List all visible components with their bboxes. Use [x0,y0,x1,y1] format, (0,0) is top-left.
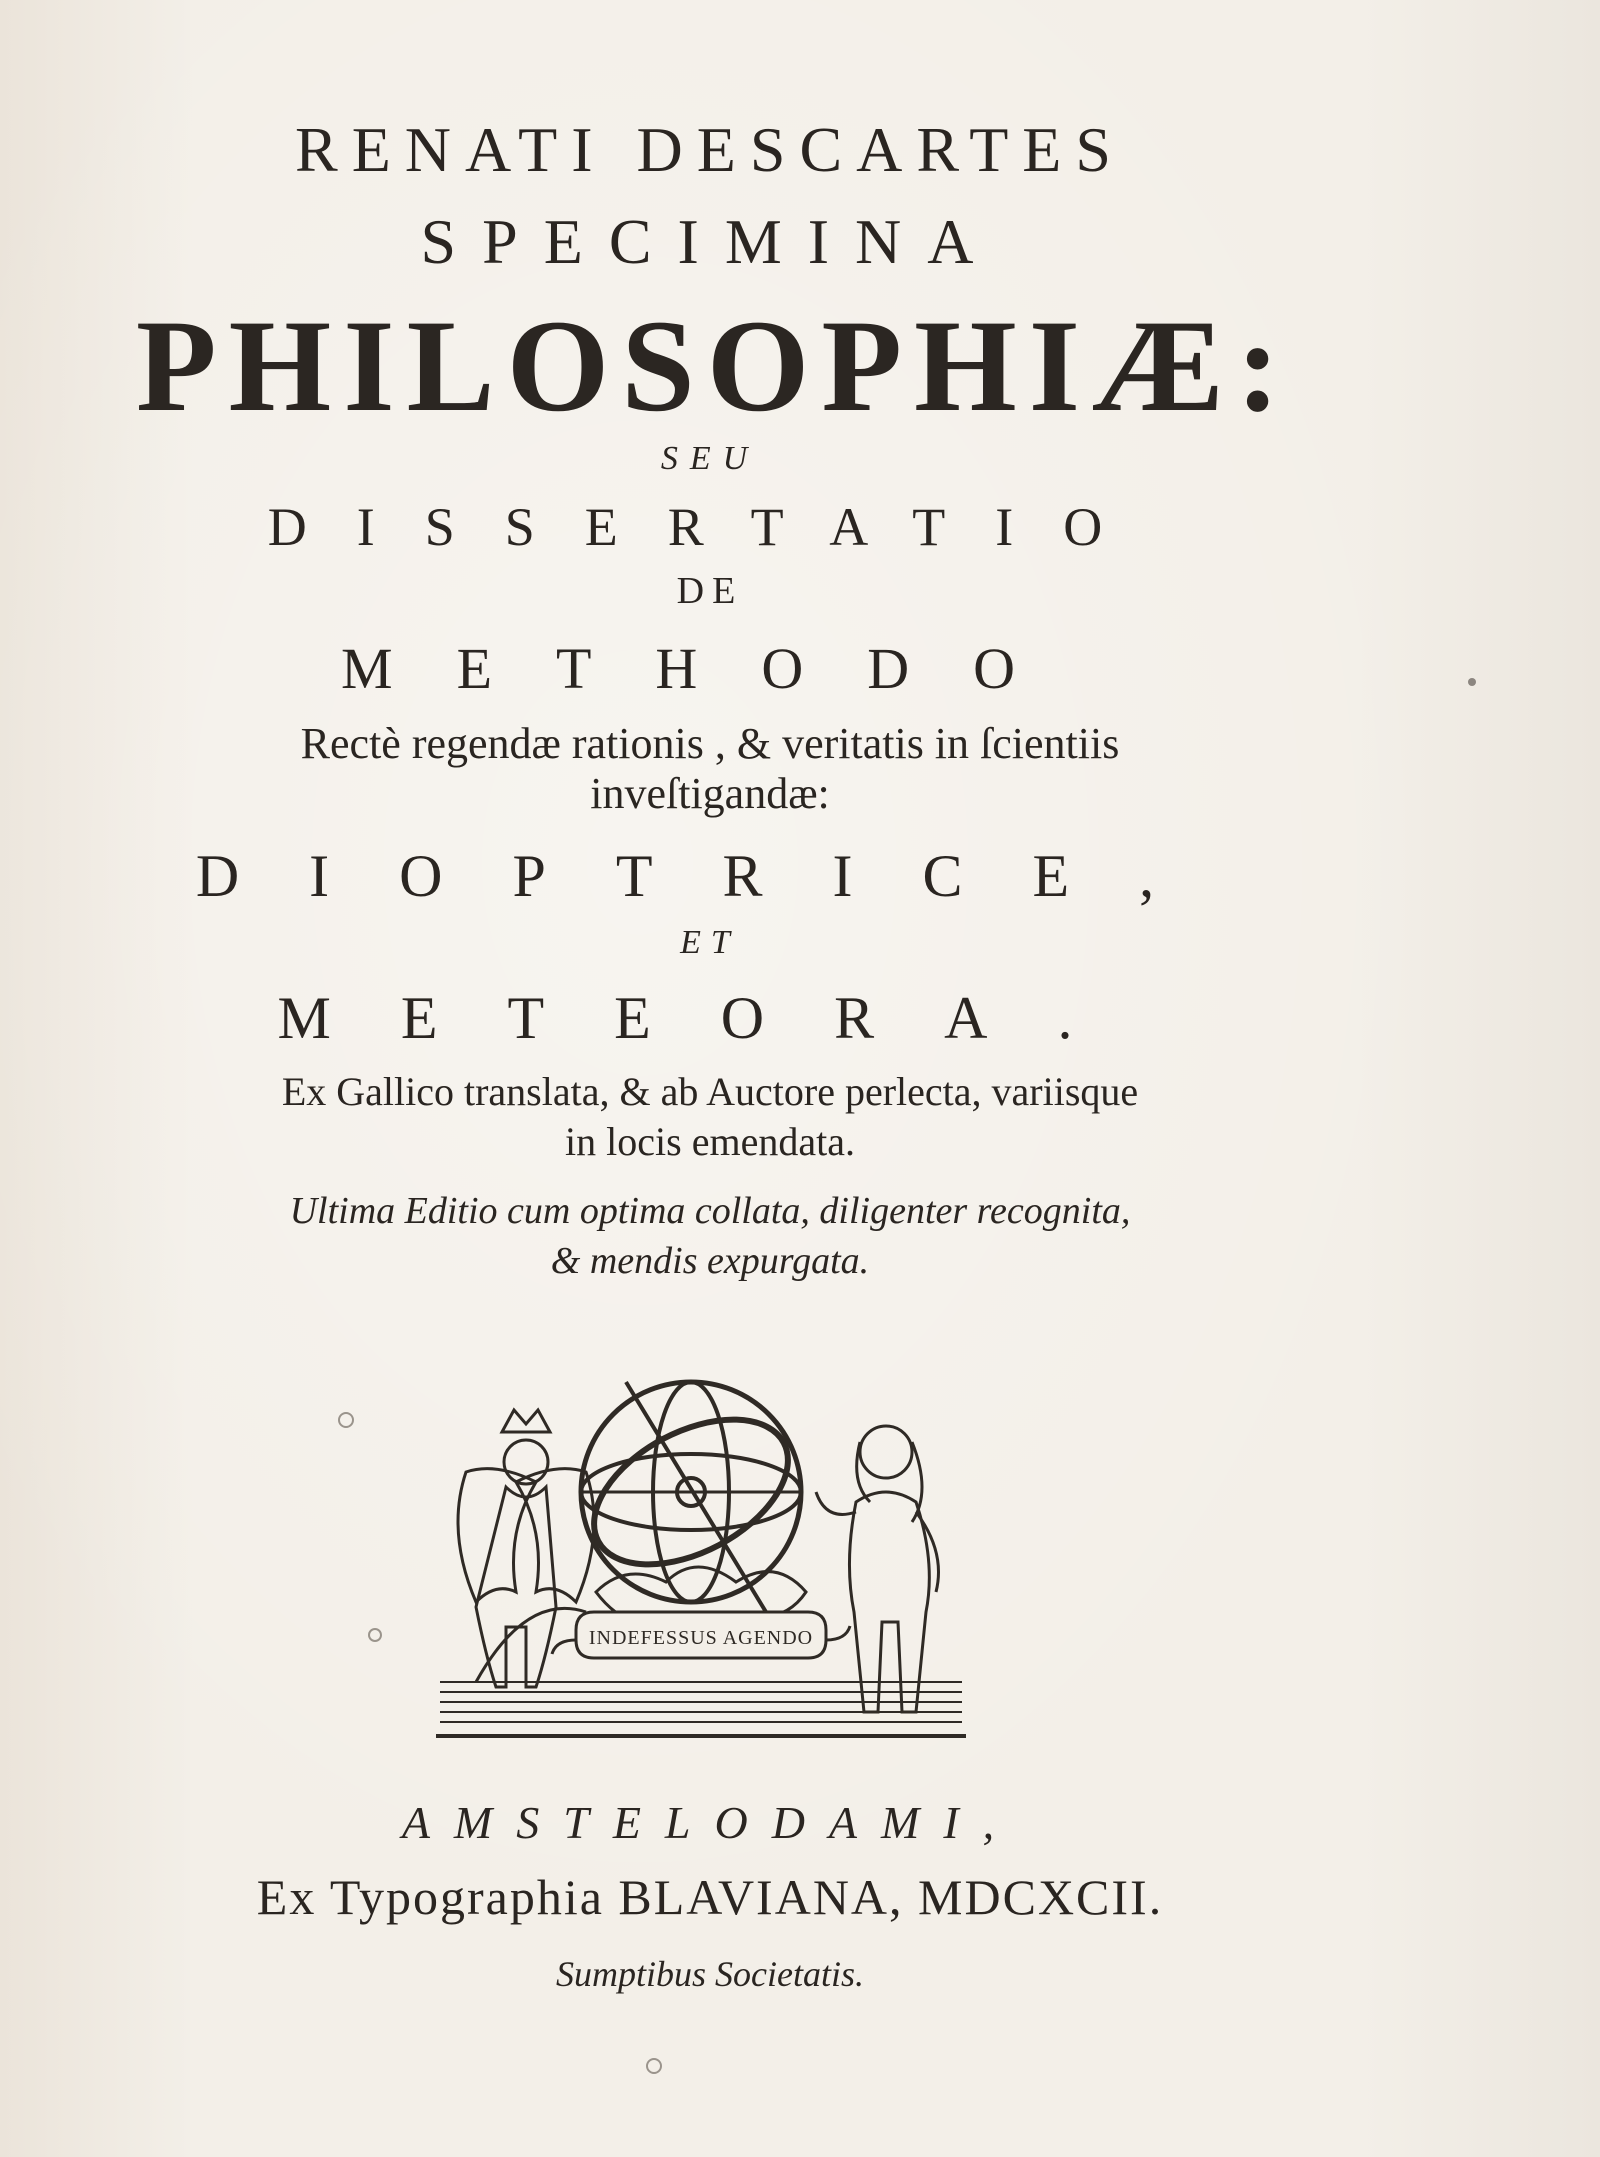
paper-mark [338,1412,354,1428]
author-line: RENATI DESCARTES [295,114,1125,185]
title-line-specimina: SPECIMINA [420,206,1000,277]
imprint-printer-date: Ex Typographia BLAVIANA, MDCXCII. [256,1869,1164,1925]
et-line: ET [680,924,740,961]
paper-mark [646,2058,662,2074]
dissertatio-line: DISSERTATIO [267,497,1153,557]
emblem-motto: INDEFESSUS AGENDO [588,1627,814,1649]
edition-note-line-1: Ultima Editio cum optima collata, diligenter recognita, [289,1190,1131,1232]
edition-note-line-2: & mendis expurgata. [550,1240,870,1282]
paper-mark [1468,678,1476,686]
methodo-line: METHODO [341,636,1079,701]
imprint-place: AMSTELODAMI, [401,1797,1019,1848]
seu-line: SEU [660,440,760,477]
paper-mark [368,1628,382,1642]
title-line-philosophiae: PHILOSOPHIÆ: [135,292,1293,439]
dioptrice-line: DIOPTRICE, [195,843,1225,909]
translation-note-line-2: in locis emendata. [565,1119,855,1164]
imprint-funding: Sumptibus Societatis. [556,1954,864,1994]
translation-note-line-1: Ex Gallico translata, & ab Auctore perlecta, variisque [281,1069,1139,1114]
meteora-line: METEORA. [277,985,1143,1051]
subtitle-line-1: Rectè regendæ rationis , & veritatis in ſcientiis [300,719,1120,768]
armillary-sphere-printer-device-icon [436,1352,966,1742]
de-line: DE [676,570,744,612]
subtitle-line-2: inveſtigandæ: [590,769,830,818]
